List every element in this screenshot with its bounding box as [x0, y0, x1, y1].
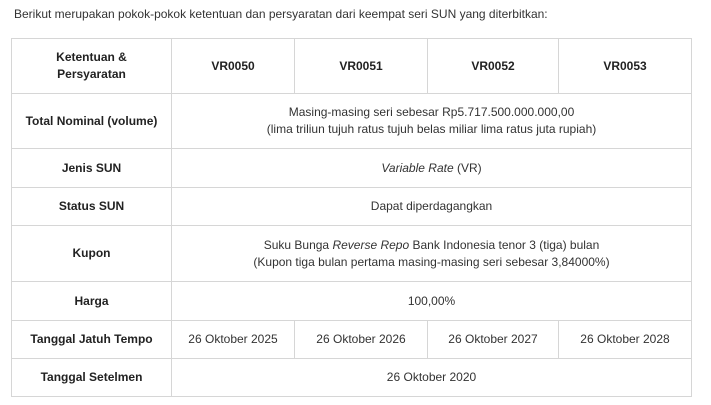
row-total-nominal [12, 94, 692, 149]
jenis-sun-rest: (VR) [453, 160, 482, 175]
total-nominal-value [172, 94, 692, 149]
series-header-vr0053: VR0053 [559, 39, 692, 94]
kupon-line1-italic: Reverse Repo [332, 237, 410, 252]
jatuh-tempo-vr0053: 26 Oktober 2028 [559, 321, 692, 359]
kupon-line1-pre: Suku Bunga [263, 237, 333, 252]
row-status-sun [12, 188, 692, 226]
row-harga [12, 282, 692, 321]
jenis-sun-value [172, 149, 692, 188]
series-header-vr0050: VR0050 [172, 39, 295, 94]
intro-text: Berikut merupakan pokok-pokok ketentuan dan persyaratan dari keempat seri SUN yang diterbitkan: [14, 7, 548, 21]
status-sun-value: Dapat diperdagangkan [172, 188, 692, 226]
jenis-sun-label: Jenis SUN [12, 149, 172, 188]
series-header-vr0052: VR0052 [428, 39, 559, 94]
terms-table [11, 38, 692, 397]
row-jatuh-tempo [12, 321, 692, 359]
jenis-sun-italic: Variable Rate [381, 160, 454, 175]
total-nominal-label: Total Nominal (volume) [12, 94, 172, 149]
jatuh-tempo-label: Tanggal Jatuh Tempo [12, 321, 172, 359]
jatuh-tempo-vr0052: 26 Oktober 2027 [428, 321, 559, 359]
total-nominal-line1: Masing-masing seri sebesar Rp5.717.500.000.000,00 [288, 105, 575, 119]
header-label-line2: Persyaratan [57, 67, 126, 81]
header-label-line1: Ketentuan & [56, 50, 127, 64]
jatuh-tempo-vr0050: 26 Oktober 2025 [172, 321, 295, 359]
kupon-value [172, 226, 692, 282]
series-header-vr0051: VR0051 [295, 39, 428, 94]
header-row [12, 39, 692, 94]
row-jenis-sun [12, 149, 692, 188]
kupon-line1-post: Bank Indonesia tenor 3 (tiga) bulan [409, 237, 600, 252]
row-setelmen [12, 359, 692, 397]
harga-value: 100,00% [172, 282, 692, 321]
status-sun-label: Status SUN [12, 188, 172, 226]
total-nominal-line2: (lima triliun tujuh ratus tujuh belas miliar lima ratus juta rupiah) [266, 122, 597, 136]
kupon-label: Kupon [12, 226, 172, 282]
jatuh-tempo-vr0051: 26 Oktober 2026 [295, 321, 428, 359]
kupon-line2: (Kupon tiga bulan pertama masing-masing seri sebesar 3,84000%) [253, 254, 610, 269]
setelmen-label: Tanggal Setelmen [12, 359, 172, 397]
setelmen-value: 26 Oktober 2020 [172, 359, 692, 397]
row-kupon [12, 226, 692, 282]
header-label-cell [12, 39, 172, 94]
harga-label: Harga [12, 282, 172, 321]
